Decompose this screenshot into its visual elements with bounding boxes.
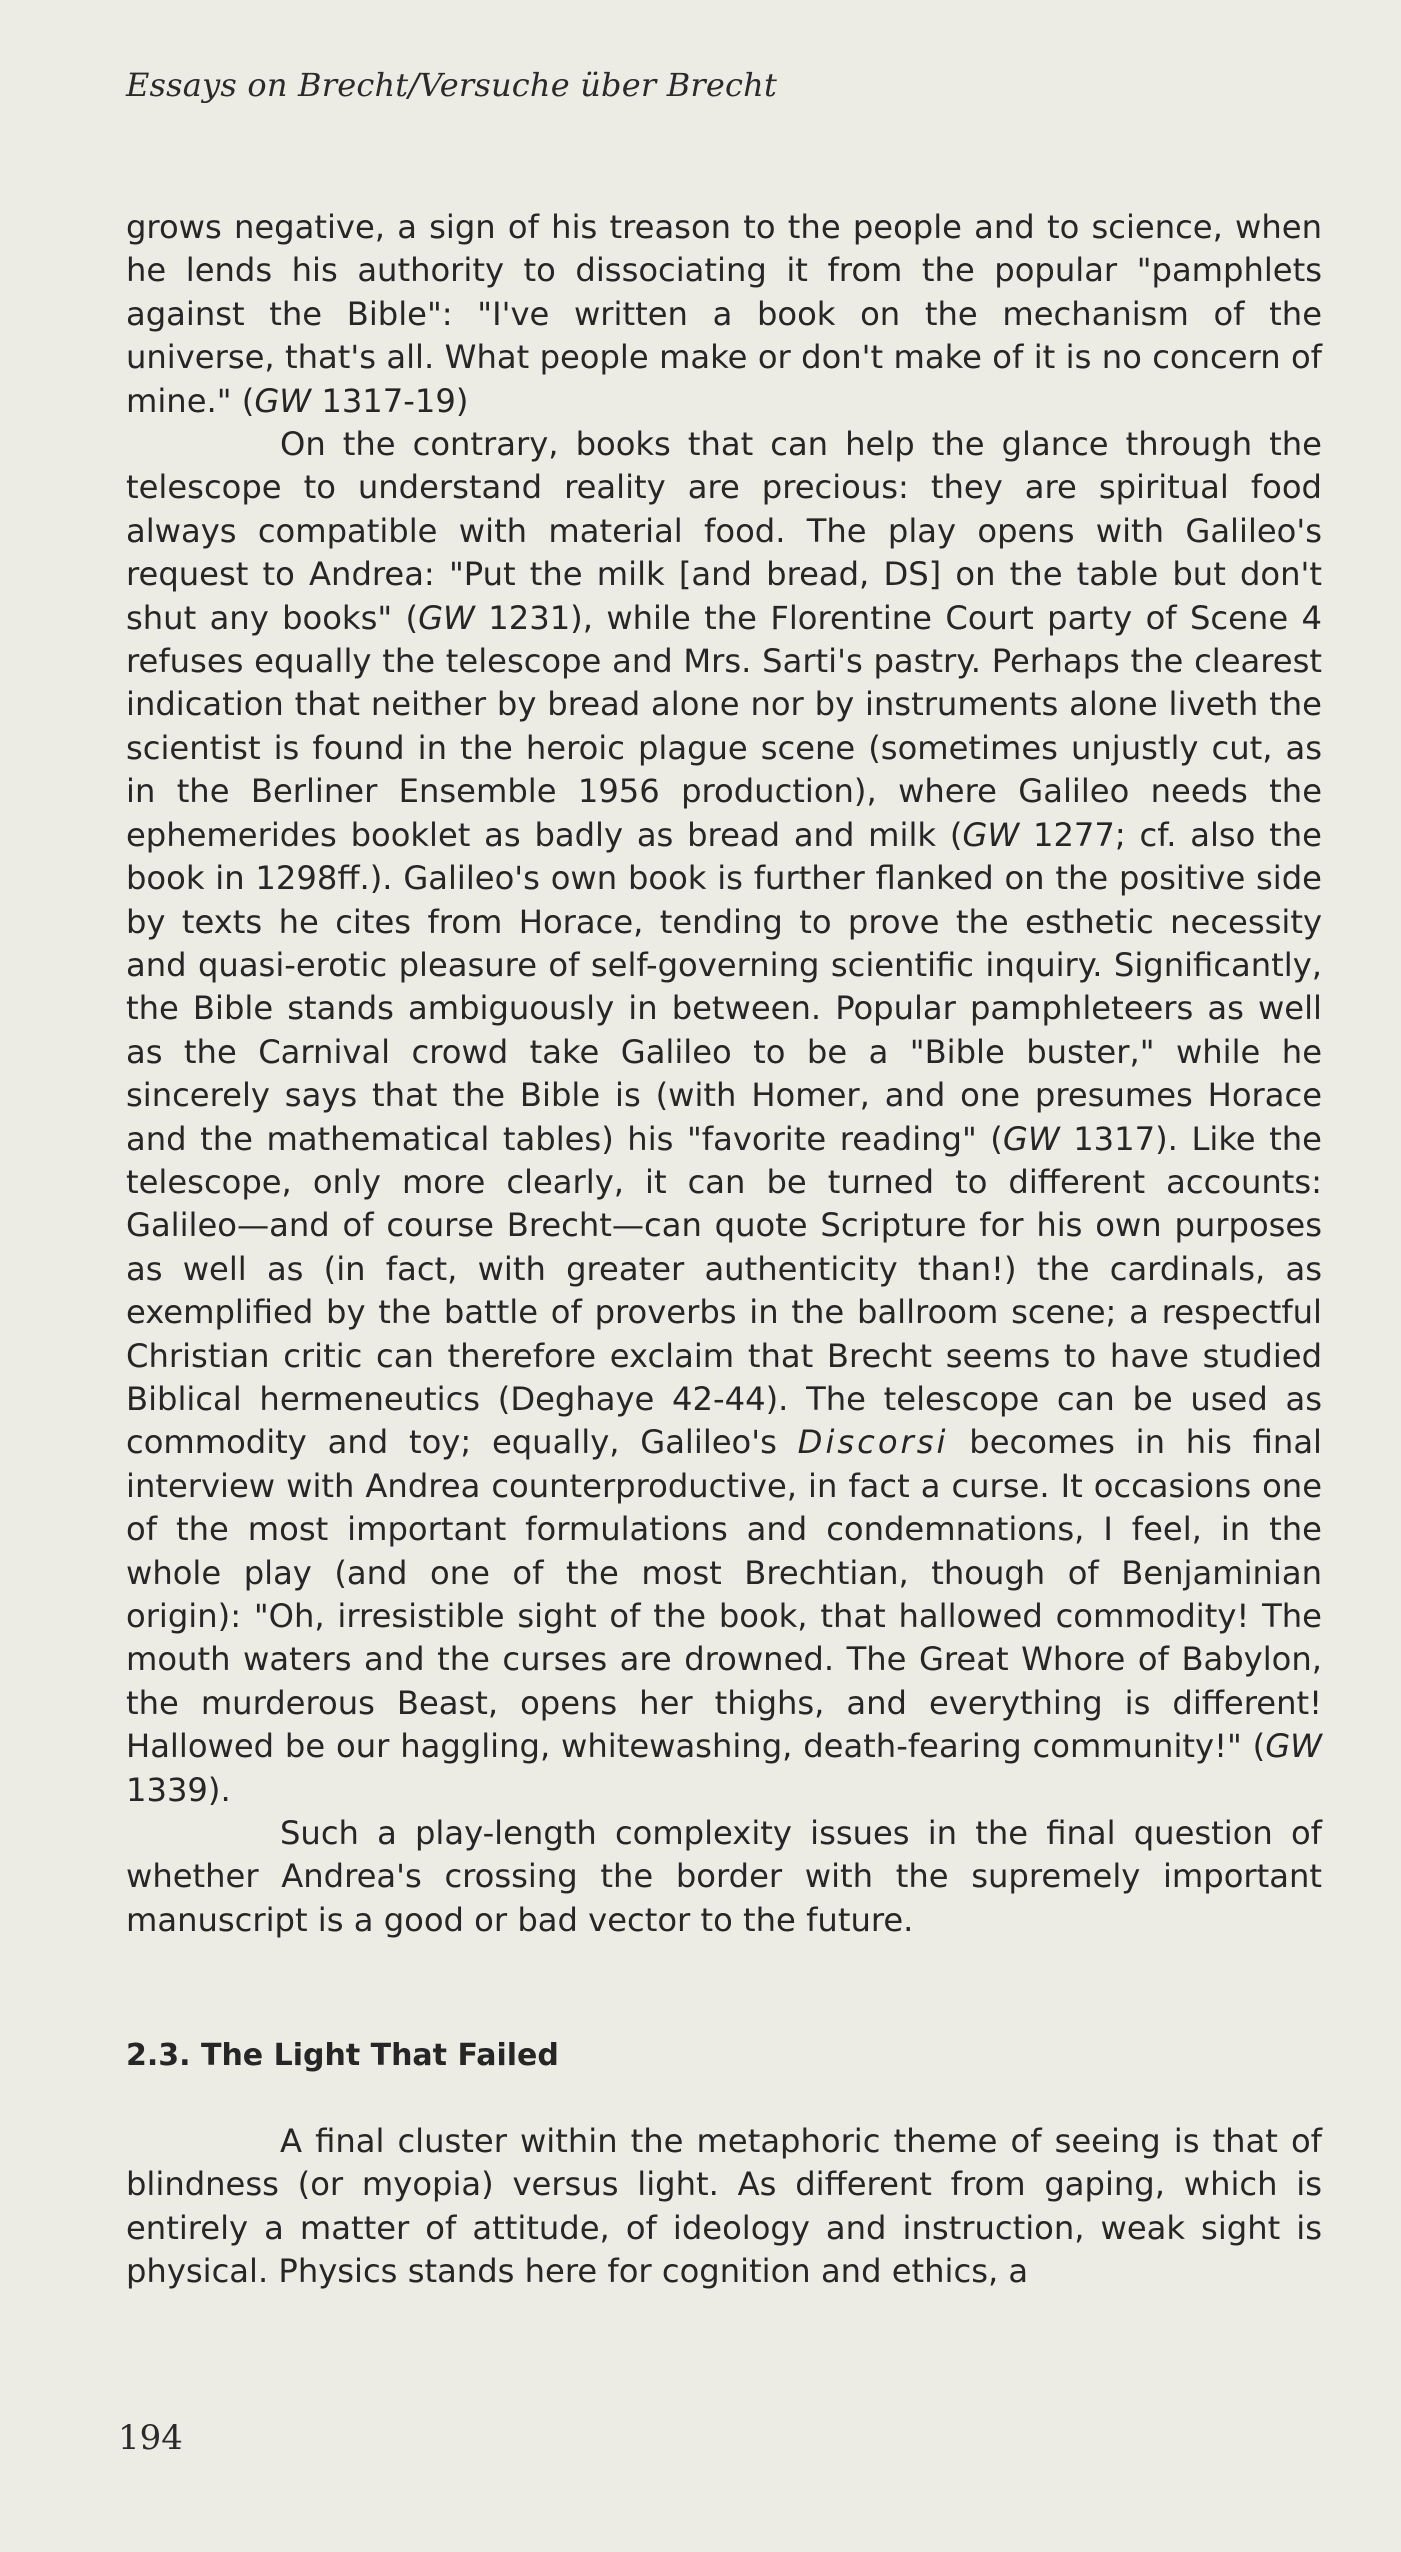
section-heading: 2.3. The Light That Failed — [126, 2038, 559, 2073]
paragraph: grows negative, a sign of his treason to the people and to science, when he lends his authority to dissociating it from the popular "pamphlets against the Bible": "I've written a book on the mechanism of the universe, that's all. What people make or don't make of it is no concern of mine." (GW 1317-19) — [126, 208, 1322, 420]
paragraph: Such a play-length complexity issues in the final question of whether Andrea's crossing the border with the supremely important manuscript is a good or bad vector to the future. — [126, 1814, 1322, 1939]
paragraph: On the contrary, books that can help the glance through the telescope to understand reality are precious: they are spiritual food always compatible with material food. The play opens with Galileo's request to Andrea: "Put the milk [and bread, DS] on the table but don't shut any books" (GW 1231), while the Florentine Court party of Scene 4 refuses equally the telescope and Mrs. Sarti's pastry. Perhaps the clearest indication that neither by bread alone nor by instruments alone liveth the scientist is found in the heroic plague scene (sometimes unjustly cut, as in the Berliner Ensemble 1956 production), where Galileo needs the ephemerides booklet as badly as bread and milk (GW 1277; cf. also the book in 1298ff.). Galileo's own book is further flanked on the positive side by texts he cites from Horace, tending to prove the esthetic necessity and quasi-erotic pleasure of self-governing scientific inquiry. Significantly, the Bible stands ambiguously in between. Popular pamphleteers as well as the Carnival crowd take Galileo to be a "Bible buster," while he sincerely says that the Bible is (with Homer, and one presumes Horace and the mathematical tables) his "favorite reading" (GW 1317). Like the telescope, only more clearly, it can be turned to different accounts: Galileo—and of course Brecht—can quote Scripture for his own purposes as well as (in fact, with greater authenticity than!) the cardinals, as exemplified by the battle of proverbs in the ballroom scene; a respectful Christian critic can therefore exclaim that Brecht seems to have studied Biblical hermeneutics (Deghaye 42-44). The telescope can be used as commodity and toy; equally, Galileo's Discorsi becomes in his final interview with Andrea counterproductive, in fact a curse. It occasions one of the most important formulations and condemnations, I feel, in the whole play (and one of the most Brechtian, though of Benjaminian origin): "Oh, irresistible sight of the book, that hallowed commodity! The mouth waters and the curses are drowned. The Great Whore of Babylon, the murderous Beast, opens her thighs, and everything is different! Hallowed be our haggling, whitewashing, death-fearing community!" (GW 1339). — [126, 425, 1322, 1809]
main-text-block — [126, 206, 1322, 1942]
page-number: 194 — [118, 2418, 183, 2458]
paragraph: A final cluster within the metaphoric theme of seeing is that of blindness (or myopia) versus light. As different from gaping, which is entirely a matter of attitude, of ideology and instruction, weak sight is physical. Physics stands here for cognition and ethics, a — [126, 2122, 1322, 2291]
section-text-block — [126, 2120, 1322, 2294]
running-head: Essays on Brecht/Versuche über Brecht — [126, 66, 778, 104]
